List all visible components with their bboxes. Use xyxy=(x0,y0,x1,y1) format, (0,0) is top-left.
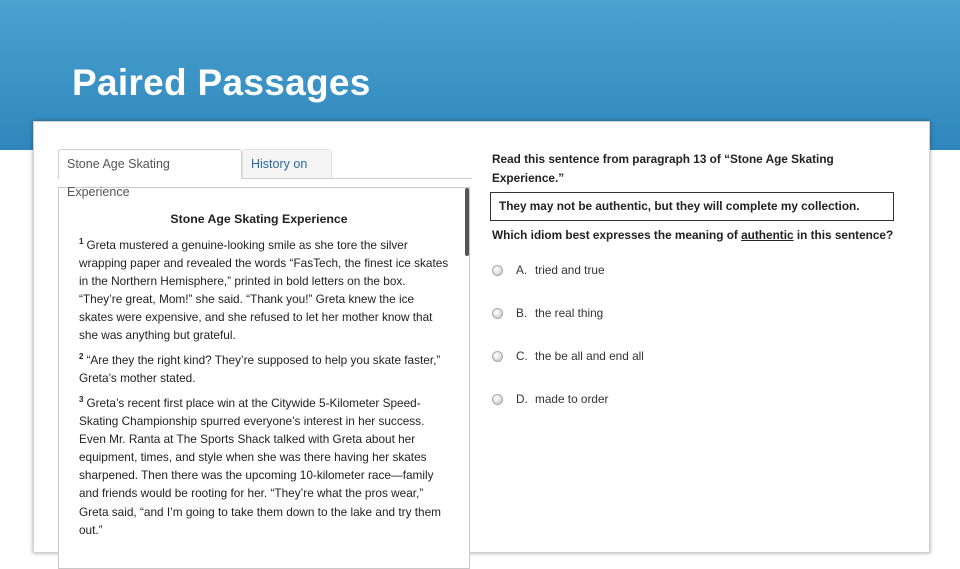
passage-paragraph-3 xyxy=(79,394,449,539)
question-prompt xyxy=(492,228,912,242)
choice-letter: D. xyxy=(516,392,528,406)
radio-button-icon[interactable] xyxy=(492,351,503,362)
passage-paragraph-1 xyxy=(79,236,449,345)
question-stem: Read this sentence from paragraph 13 of “Stone Age Skating Experience.” xyxy=(492,152,834,185)
choice-letter: C. xyxy=(516,349,528,363)
tab-stone-age-skating-experience[interactable]: Stone Age Skating Experience xyxy=(58,149,242,179)
paragraph-number: 3 xyxy=(79,395,84,404)
passage-panel[interactable] xyxy=(58,187,470,569)
choice-text: the real thing xyxy=(535,306,604,320)
radio-button-icon[interactable] xyxy=(492,265,503,276)
test-item-panel xyxy=(40,128,923,552)
tab-history-on-ice[interactable]: History on xyxy=(242,149,332,178)
prompt-keyword: authentic xyxy=(741,228,794,242)
paragraph-text: “Are they the right kind? They’re supposed to help you skate faster,” Greta’s mother stated. xyxy=(79,353,441,386)
passage-tabs xyxy=(58,143,472,199)
slide-title: Paired Passages xyxy=(72,62,371,103)
paragraph-text: Greta mustered a genuine-looking smile as she tore the silver wrapping paper and revealed the words “FasTech, the finest ice skates in the Northern Hemisphere,” printed in bold letters on the box. “They’re great, Mom!” she said. “Thank you!” Greta knew the ice skates were expensive, and she refused to let her mother know that she was anything but grateful. xyxy=(79,238,449,343)
question-area xyxy=(492,150,912,406)
paragraph-number: 2 xyxy=(79,352,84,361)
prompt-text-end: in this sentence? xyxy=(793,228,894,242)
test-item-screenshot xyxy=(33,121,930,553)
choice-text: the be all and end all xyxy=(535,349,644,363)
paragraph-text: Greta’s recent first place win at the Citywide 5-Kilometer Speed-Skating Championship spurred everyone’s interest in her success. Even Mr. Ranta at The Sports Shack talked with Greta about her equipment, times, and style when she was there having her skates sharpened. Then there was the upcoming 10-kilometer race—family and friends would be rooting for her. “They’re what the pros wear,” Greta said, “and I’m going to take them down to the lake and try them out.” xyxy=(79,396,441,537)
passage-paragraph-2 xyxy=(79,351,449,387)
choice-text: tried and true xyxy=(535,263,605,277)
prompt-text: Which idiom best expresses the meaning of xyxy=(492,228,742,242)
passage-scrollbar[interactable] xyxy=(465,188,469,256)
quoted-sentence-box: They may not be authentic, but they will complete my collection. xyxy=(490,192,894,221)
passage-title: Stone Age Skating Experience xyxy=(170,212,348,226)
choice-text: made to order xyxy=(535,392,609,406)
choice-letter: A. xyxy=(516,263,528,277)
choice-letter: B. xyxy=(516,306,528,320)
radio-button-icon[interactable] xyxy=(492,394,503,405)
paragraph-number: 1 xyxy=(79,237,84,246)
radio-button-icon[interactable] xyxy=(492,308,503,319)
